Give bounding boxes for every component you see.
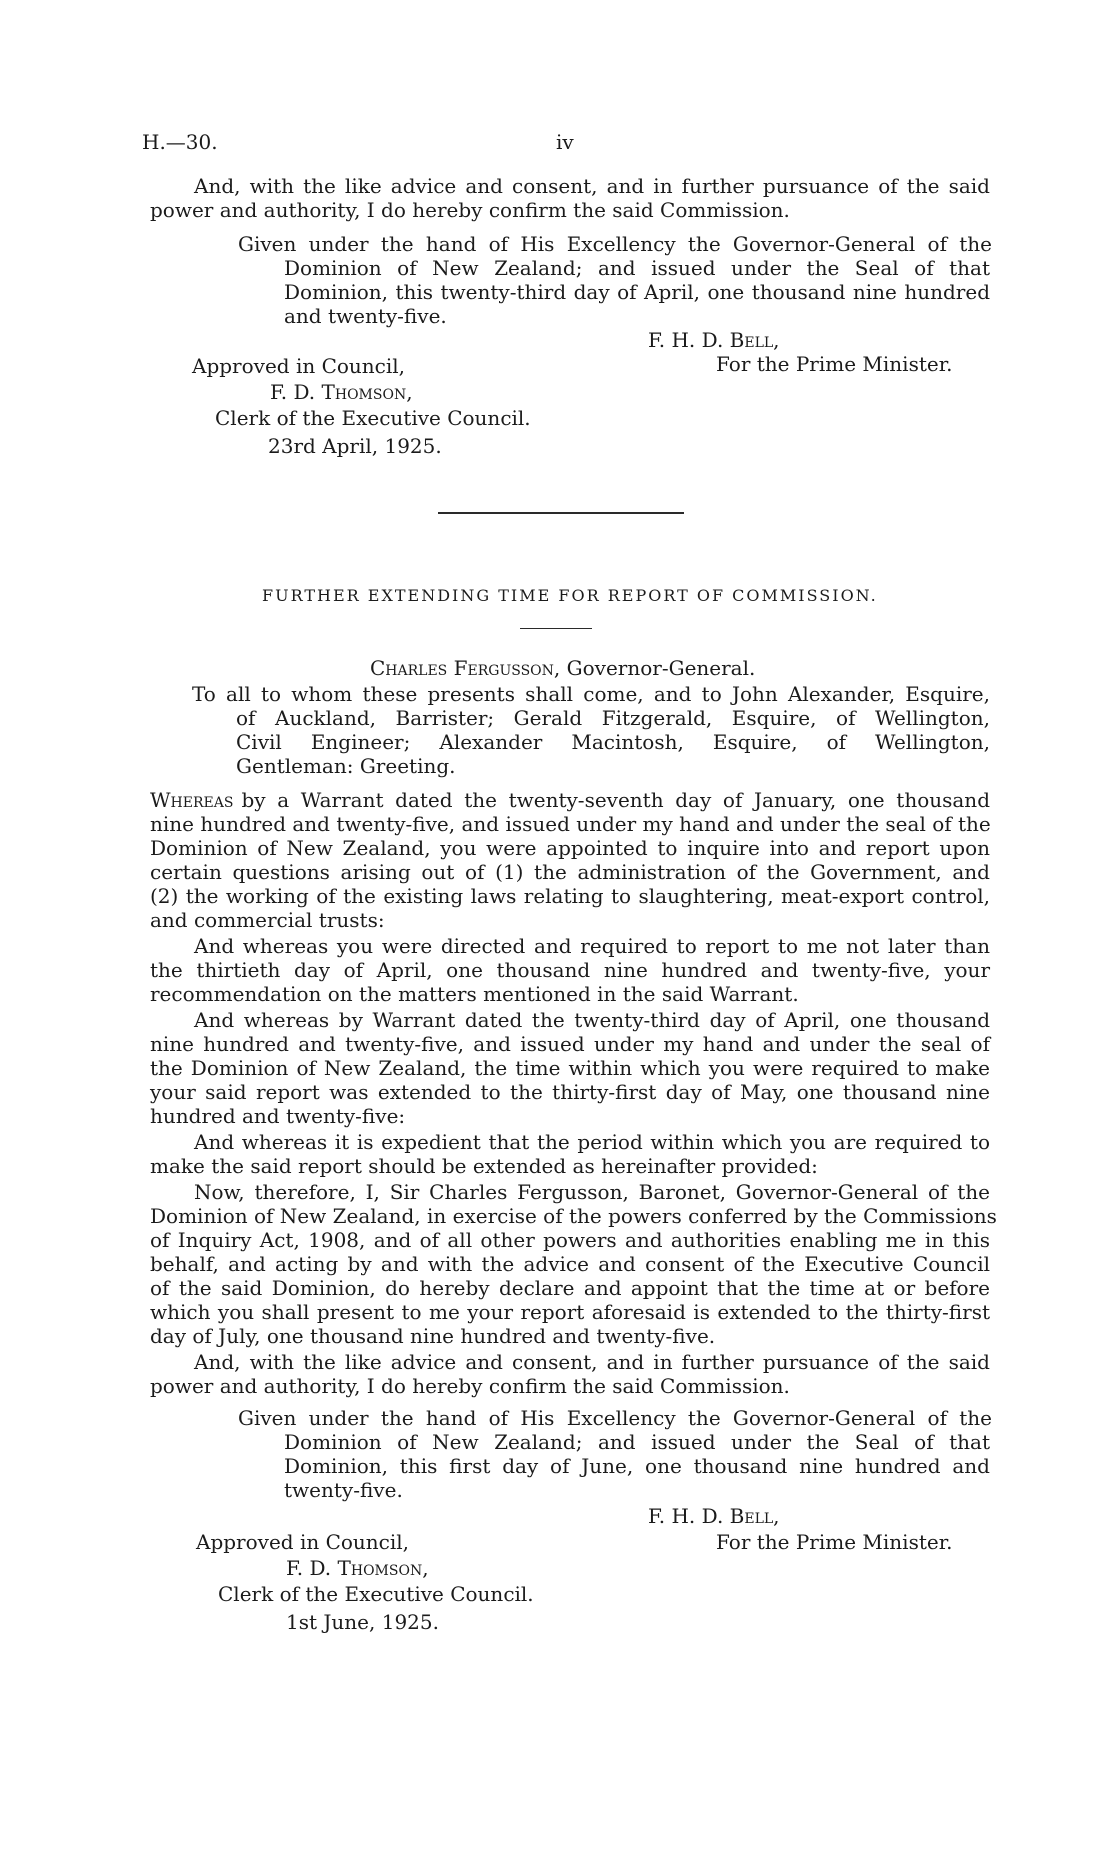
approved-in-council: Approved in Council, bbox=[196, 1530, 410, 1554]
address-line: of Auckland, Barrister; Gerald Fitzgerald, Esquire, of Wellington, bbox=[236, 706, 990, 730]
text-line: Given under the hand of His Excellency the Governor-General of the bbox=[238, 1406, 992, 1430]
text-line: And, with the like advice and consent, and in further pursuance of the said bbox=[194, 1350, 990, 1374]
approval-date: 23rd April, 1925. bbox=[268, 434, 442, 458]
clerk-title: Clerk of the Executive Council. bbox=[218, 1582, 534, 1606]
text-line: And whereas by Warrant dated the twenty-third day of April, one thousand bbox=[194, 1008, 990, 1032]
text-line: Dominion of New Zealand, you were appointed to inquire into and report upon bbox=[150, 836, 990, 860]
section-divider bbox=[438, 512, 684, 514]
text-line: behalf, and acting by and with the advice and consent of the Executive Council bbox=[150, 1252, 990, 1276]
address-line: Civil Engineer; Alexander Macintosh, Esquire, of Wellington, bbox=[236, 730, 990, 754]
text-line: the Dominion of New Zealand, the time within which you were required to make bbox=[150, 1056, 990, 1080]
text-line: Dominion of New Zealand; and issued under the Seal of that bbox=[284, 256, 990, 280]
text-line: your said report was extended to the thirty-first day of May, one thousand nine bbox=[150, 1080, 990, 1104]
text-line: twenty-five. bbox=[284, 1478, 403, 1502]
text-line: of Inquiry Act, 1908, and of all other powers and authorities enabling me in this bbox=[150, 1228, 990, 1252]
text-line: And whereas you were directed and required to report to me not later than bbox=[194, 934, 990, 958]
text-line: and commercial trusts: bbox=[150, 908, 385, 932]
text-line: power and authority, I do hereby confirm the said Commission. bbox=[150, 198, 790, 222]
approval-date: 1st June, 1925. bbox=[286, 1610, 439, 1634]
signatory-title: For the Prime Minister. bbox=[716, 352, 953, 376]
text-line: certain questions arising out of (1) the administration of the Government, and bbox=[150, 860, 990, 884]
governor-name: Charles Fergusson, bbox=[370, 656, 561, 680]
text-line: And, with the like advice and consent, and in further pursuance of the said bbox=[194, 174, 990, 198]
text-line: Dominion of New Zealand; and issued under the Seal of that bbox=[284, 1430, 990, 1454]
text-line: hundred and twenty-five: bbox=[150, 1104, 406, 1128]
text-line: and twenty-five. bbox=[284, 304, 447, 328]
text-line: day of July, one thousand nine hundred and twenty-five. bbox=[150, 1324, 716, 1348]
whereas-first-line bbox=[150, 788, 990, 812]
text-line: which you shall present to me your report aforesaid is extended to the thirty-first bbox=[150, 1300, 990, 1324]
approved-in-council: Approved in Council, bbox=[192, 354, 406, 378]
text-line: make the said report should be extended as hereinafter provided: bbox=[150, 1154, 818, 1178]
text-line: the thirtieth day of April, one thousand nine hundred and twenty-five, your bbox=[150, 958, 990, 982]
text-line: nine hundred and twenty-five, and issued under my hand and under the seal of bbox=[150, 1032, 990, 1056]
whereas-word: Whereas bbox=[150, 788, 234, 812]
text-line: Dominion, this first day of June, one thousand nine hundred and bbox=[284, 1454, 990, 1478]
page-number: iv bbox=[556, 130, 574, 154]
text-line: Dominion of New Zealand, in exercise of the powers conferred by the Commissions bbox=[150, 1204, 997, 1228]
signatory-name: F. H. D. Bell, bbox=[648, 1504, 780, 1528]
section-heading: FURTHER EXTENDING TIME FOR REPORT OF COMMISSION. bbox=[262, 586, 878, 605]
clerk-title: Clerk of the Executive Council. bbox=[215, 406, 531, 430]
clerk-name: F. D. Thomson, bbox=[286, 1556, 429, 1580]
text-line: of the said Dominion, do hereby declare and appoint that the time at or before bbox=[150, 1276, 990, 1300]
governor-general-line bbox=[370, 656, 755, 680]
document-reference: H.—30. bbox=[142, 130, 218, 154]
address-line: Gentleman: Greeting. bbox=[236, 754, 456, 778]
text-line: Dominion, this twenty-third day of April, one thousand nine hundred bbox=[284, 280, 990, 304]
text-line: nine hundred and twenty-five, and issued under my hand and under the seal of the bbox=[150, 812, 991, 836]
signatory-name: F. H. D. Bell, bbox=[648, 328, 780, 352]
text-line: Given under the hand of His Excellency the Governor-General of the bbox=[238, 232, 992, 256]
text-line: by a Warrant dated the twenty-seventh day of January, one thousand bbox=[241, 788, 990, 812]
address-line: To all to whom these presents shall come, and to John Alexander, Esquire, bbox=[192, 682, 990, 706]
heading-divider bbox=[520, 628, 592, 629]
text-line: And whereas it is expedient that the period within which you are required to bbox=[194, 1130, 990, 1154]
text-line: (2) the working of the existing laws relating to slaughtering, meat-export control, bbox=[150, 884, 990, 908]
clerk-name: F. D. Thomson, bbox=[270, 380, 413, 404]
governor-title: Governor-General. bbox=[566, 656, 756, 680]
text-line: power and authority, I do hereby confirm the said Commission. bbox=[150, 1374, 790, 1398]
signatory-title: For the Prime Minister. bbox=[716, 1530, 953, 1554]
text-line: Now, therefore, I, Sir Charles Fergusson, Baronet, Governor-General of the bbox=[194, 1180, 990, 1204]
text-line: recommendation on the matters mentioned in the said Warrant. bbox=[150, 982, 799, 1006]
